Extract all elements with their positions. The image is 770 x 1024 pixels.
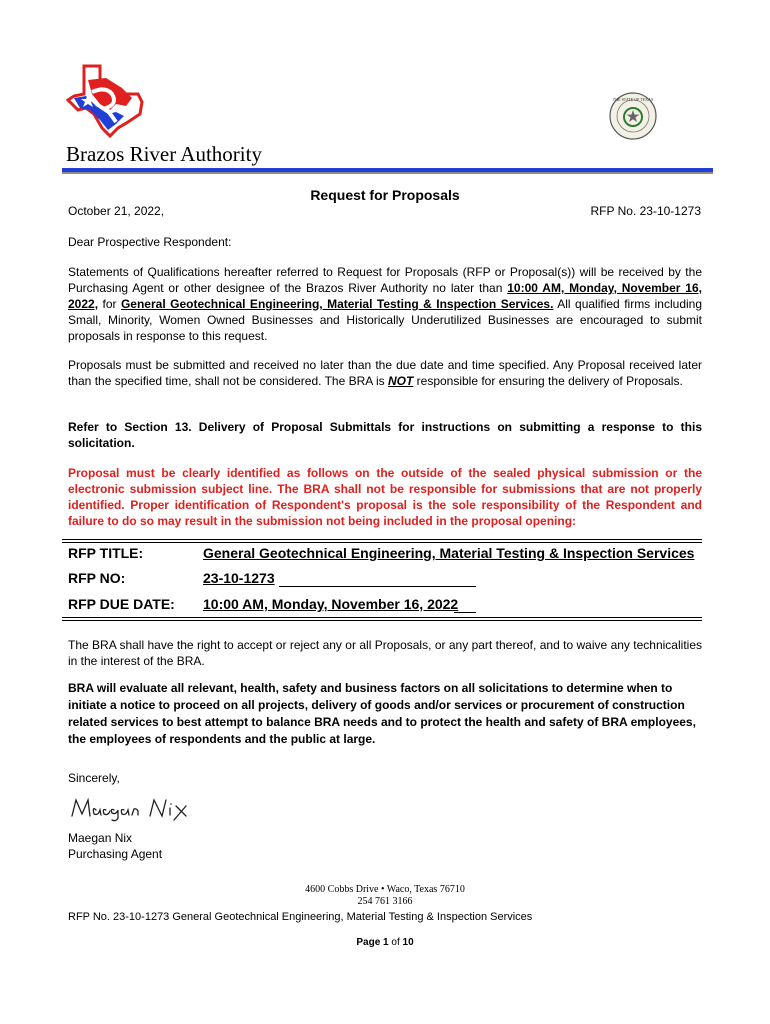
rfp-no-label: RFP NO: [68,570,126,586]
project-name: General Geotechnical Engineering, Material Testing & Inspection Services. [120,297,554,311]
not-emphasis: NOT [387,374,414,388]
document-title: Request for Proposals [310,187,460,203]
closing: Sincerely, [68,771,120,785]
rfp-title-label: RFP TITLE: [68,545,144,561]
rfp-title-value: General Geotechnical Engineering, Material Testing & Inspection Services [203,545,695,561]
phone-line: 254 761 3166 [357,896,413,907]
rfp-due-underline [454,612,476,613]
footer-reference: RFP No. 23-10-1273 General Geotechnical Engineering, Material Testing & Inspection Services [68,911,533,923]
greeting: Dear Prospective Respondent: [68,235,232,249]
paragraph-rights: The BRA shall have the right to accept or reject any or all Proposals, or any part thereof, and to waive any technicalities in the interest of the BRA. [68,638,702,668]
letter-date: October 21, 2022, [68,204,165,218]
rfp-number: RFP No. 23-10-1273 [590,204,701,218]
paragraph-intro: Statements of Qualifications hereafter referred to Request for Proposals (RFP or Proposal(s)) will be received by the Purchasing Agent or other designee of the Brazos River Authority no later than 10:00 AM, Monday, November 16, 2022, for General Geotechnical Engineering, Material Testing & Inspection Services. All qualified firms including Small, Minority, Women Owned Businesses and Historically Underutilized Businesses are encouraged to submit proposals in response to this request. [68,265,703,343]
deadline-text: 10:00 AM, Monday, November 16, 2022, [68,281,702,311]
rfp-due-value: 10:00 AM, Monday, November 16, 2022 [203,596,459,612]
signature [68,794,198,824]
seal-text: THE STATE OF TEXAS [612,97,654,102]
signer-name: Maegan Nix [68,831,133,845]
page-number: Page 1 of 10 [356,937,414,948]
rfp-no-underline [279,586,476,587]
rfp-due-label: RFP DUE DATE: [68,596,175,612]
header-rule-shadow [62,172,713,174]
signer-title: Purchasing Agent [68,847,163,861]
paragraph-warning: Proposal must be clearly identified as follows on the outside of the sealed physical submission or the electronic submission subject line. The BRA shall not be responsible for submissions that are not properly identified. Proper identification of Respondent's proposal is the sole responsibility of the Respondent and failure to do so may result in the submission not being included in the proposal opening: [68,466,702,528]
state-seal-icon [609,92,657,140]
paragraph-refer: Refer to Section 13. Delivery of Proposal Submittals for instructions on submitting a response to this solicitation. [68,420,702,450]
paragraph-evaluation: BRA will evaluate all relevant, health, safety and business factors on all solicitations to determine when to initiate a notice to proceed on all projects, delivery of goods and/or services or procurement of construction related services to best attempt to balance BRA needs and to protect the health and safety of BRA employees, the employees of respondents and the public at large. [68,681,696,746]
bra-logo [66,64,144,138]
rfp-no-value: 23-10-1273 [203,570,275,586]
paragraph-submission: Proposals must be submitted and received no later than the due date and time specified. Any Proposal received later than the specified time, shall not be considered. The BRA is NOT responsible for ensuring the delivery of Proposals. [68,358,702,388]
organization-name: Brazos River Authority [66,142,262,166]
address-line: 4600 Cobbs Drive • Waco, Texas 76710 [305,884,465,895]
